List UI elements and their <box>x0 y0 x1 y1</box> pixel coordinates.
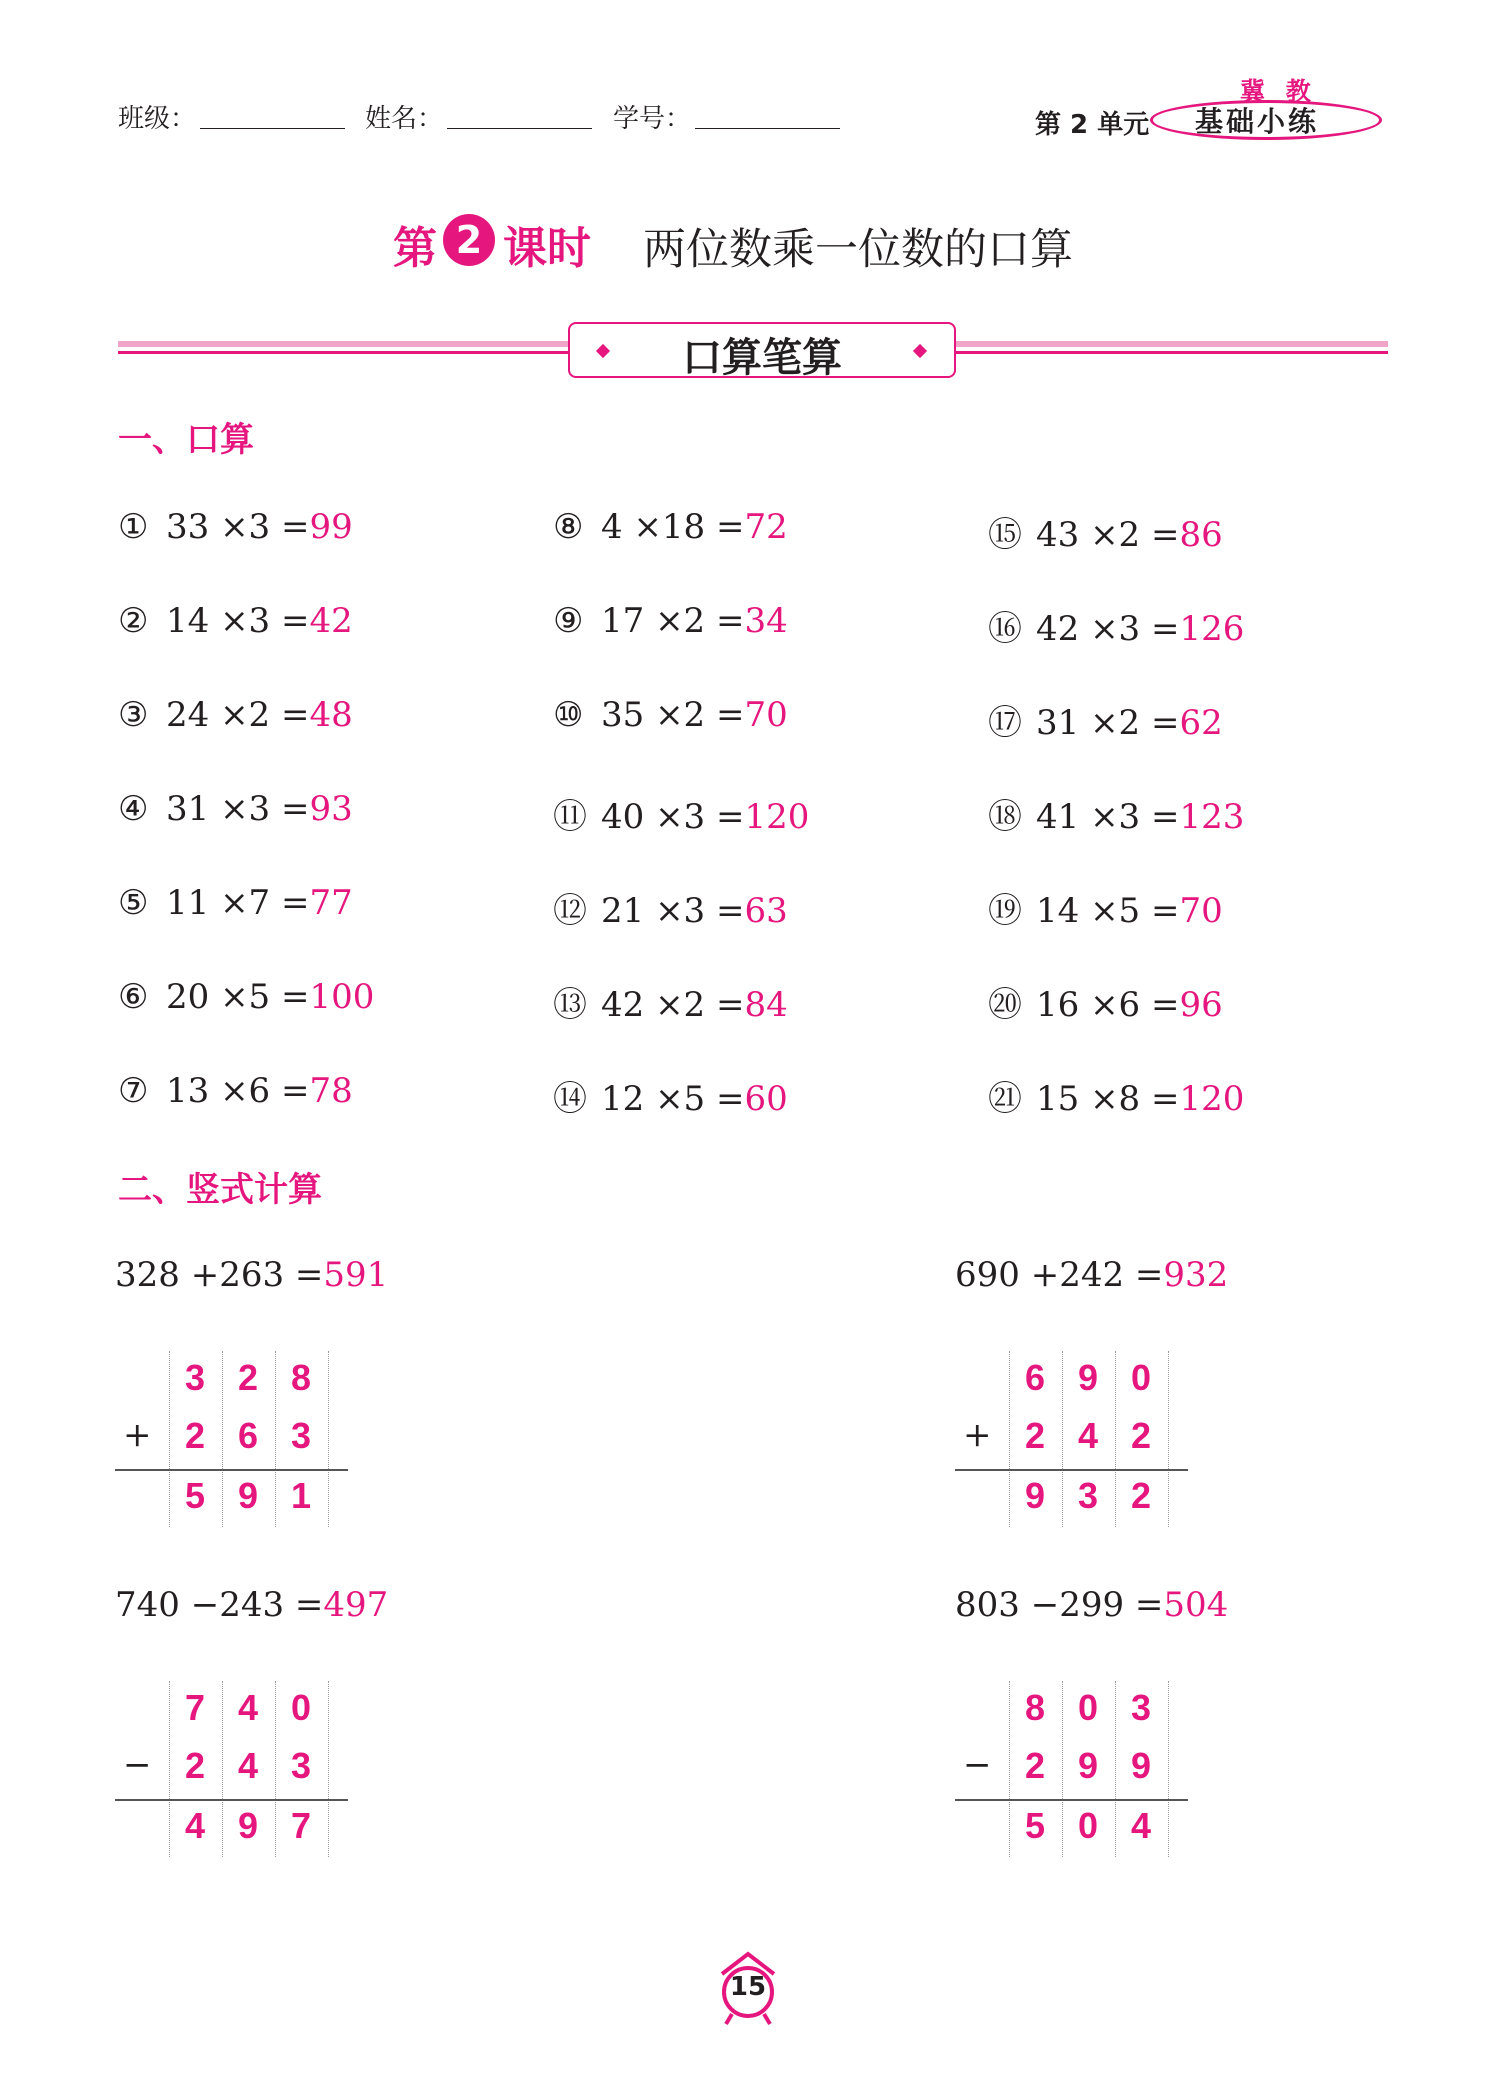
problem-answer: 42 <box>309 601 353 641</box>
expression-text: 803 −299 = <box>955 1585 1164 1625</box>
problem-number: ⑤ <box>118 883 149 923</box>
digit-top: 2 <box>237 1357 259 1398</box>
problem-answer: 123 <box>1179 797 1245 837</box>
name-blank <box>447 127 592 129</box>
banner-band-left <box>118 341 568 347</box>
problem-question: 11 ×7 = <box>166 883 310 923</box>
oral-problem <box>553 789 809 838</box>
oral-problem <box>553 1071 788 1120</box>
oral-problem <box>988 507 1223 556</box>
problem-question: 40 ×3 = <box>601 797 745 837</box>
problem-answer: 99 <box>309 507 353 547</box>
vertical-calc-grid <box>115 1681 355 1911</box>
problem-number: ③ <box>118 695 149 735</box>
problem-answer: 84 <box>744 985 788 1025</box>
banner-stripe-left <box>118 351 568 354</box>
problem-answer: 100 <box>309 977 375 1017</box>
vertical-calc-expression <box>115 1585 388 1625</box>
lesson-suffix: 课时 <box>503 223 591 274</box>
digit-top: 9 <box>1077 1357 1099 1398</box>
oral-problem <box>553 883 788 932</box>
problem-number: ⑧ <box>553 507 584 547</box>
oral-problem <box>988 695 1223 744</box>
digit-res: 9 <box>237 1475 259 1516</box>
digit-res: 4 <box>184 1805 206 1846</box>
digit-res: 3 <box>1077 1475 1099 1516</box>
problem-question: 35 ×2 = <box>601 695 745 735</box>
digit-res: 5 <box>1024 1805 1046 1846</box>
series-label: 基础小练 <box>1195 105 1320 138</box>
digit-res: 0 <box>1077 1805 1099 1846</box>
problem-answer: 60 <box>744 1079 788 1119</box>
expression-answer: 932 <box>1163 1255 1229 1295</box>
problem-number: ⑳ <box>988 985 1022 1025</box>
problem-number: ⑭ <box>553 1079 587 1119</box>
problem-number: ⑨ <box>553 601 584 641</box>
problem-question: 17 ×2 = <box>601 601 745 641</box>
problem-question: 4 ×18 = <box>601 507 745 547</box>
column-guide-line <box>328 1351 329 1527</box>
problem-answer: 70 <box>744 695 788 735</box>
lesson-number-badge: 2 <box>443 214 495 266</box>
problem-number: ⑬ <box>553 985 587 1025</box>
oral-problem <box>988 1071 1244 1120</box>
problem-number: ⑱ <box>988 797 1022 837</box>
vertical-calc-grid <box>115 1351 355 1581</box>
oral-problem <box>553 695 788 735</box>
digit-res: 5 <box>184 1475 206 1516</box>
section-heading-vertical: 二、竖式计算 <box>118 1170 322 1210</box>
expression-answer: 591 <box>323 1255 389 1295</box>
vertical-calc-expression <box>115 1255 388 1295</box>
problem-question: 41 ×3 = <box>1036 797 1180 837</box>
lesson-prefix: 第 <box>393 223 437 274</box>
oral-problem <box>988 977 1223 1026</box>
problem-question: 21 ×3 = <box>601 891 745 931</box>
digit-mid: 4 <box>237 1745 259 1786</box>
problem-answer: 48 <box>309 695 353 735</box>
column-guide-line <box>1168 1681 1169 1857</box>
id-blank <box>695 127 840 129</box>
digit-mid: 2 <box>184 1415 206 1456</box>
digit-res: 2 <box>1130 1475 1152 1516</box>
problem-answer: 77 <box>309 883 353 923</box>
class-blank <box>200 127 345 129</box>
problem-answer: 120 <box>744 797 810 837</box>
oral-problem <box>118 1071 353 1111</box>
problem-answer: 93 <box>309 789 353 829</box>
unit-label: 第 2 单元 <box>1035 110 1150 140</box>
problem-question: 33 ×3 = <box>166 507 310 547</box>
problem-question: 42 ×2 = <box>601 985 745 1025</box>
oral-problem <box>118 601 353 641</box>
problem-number: ⑦ <box>118 1071 149 1111</box>
problem-question: 13 ×6 = <box>166 1071 310 1111</box>
name-field <box>365 98 592 135</box>
problem-number: ⑥ <box>118 977 149 1017</box>
digit-mid: 2 <box>184 1745 206 1786</box>
digit-top: 8 <box>290 1357 312 1398</box>
oral-problem <box>988 601 1244 650</box>
problem-question: 20 ×5 = <box>166 977 310 1017</box>
id-field <box>613 98 840 135</box>
digit-mid: 2 <box>1024 1415 1046 1456</box>
problem-answer: 86 <box>1179 515 1223 555</box>
digit-mid: 3 <box>290 1415 312 1456</box>
problem-answer: 78 <box>309 1071 353 1111</box>
expression-text: 328 +263 = <box>115 1255 324 1295</box>
digit-top: 0 <box>290 1687 312 1728</box>
problem-question: 16 ×6 = <box>1036 985 1180 1025</box>
oral-problem <box>118 789 353 829</box>
class-label: 班级： <box>118 104 197 134</box>
digit-res: 9 <box>1024 1475 1046 1516</box>
problem-answer: 62 <box>1179 703 1223 743</box>
sum-line <box>115 1469 348 1471</box>
digit-top: 6 <box>1024 1357 1046 1398</box>
digit-mid: 2 <box>1130 1415 1152 1456</box>
oral-problem <box>553 507 788 547</box>
problem-question: 15 ×8 = <box>1036 1079 1180 1119</box>
problem-number: ⑩ <box>553 695 584 735</box>
problem-question: 14 ×5 = <box>1036 891 1180 931</box>
problem-question: 14 ×3 = <box>166 601 310 641</box>
digit-res: 4 <box>1130 1805 1152 1846</box>
digit-top: 4 <box>237 1687 259 1728</box>
page-number: 15 <box>729 1972 767 2002</box>
vertical-calc-expression <box>955 1585 1228 1625</box>
vertical-calc-expression <box>955 1255 1228 1295</box>
oral-problem <box>988 883 1223 932</box>
oral-problem <box>553 977 788 1026</box>
problem-number: ④ <box>118 789 149 829</box>
oral-problem <box>118 883 353 923</box>
section-heading-oral: 一、口算 <box>118 420 254 460</box>
problem-number: ⑰ <box>988 703 1022 743</box>
problem-number: ① <box>118 507 149 547</box>
operator-sign: + <box>123 1415 152 1455</box>
digit-mid: 9 <box>1077 1745 1099 1786</box>
problem-answer: 72 <box>744 507 788 547</box>
banner-title: 口算笔算 <box>682 335 842 381</box>
vertical-calc-grid <box>955 1351 1195 1581</box>
digit-top: 3 <box>1130 1687 1152 1728</box>
column-guide-line <box>328 1681 329 1857</box>
oral-problem <box>553 601 788 641</box>
digit-top: 8 <box>1024 1687 1046 1728</box>
publisher-label: 冀 教 <box>1240 77 1317 106</box>
digit-res: 9 <box>237 1805 259 1846</box>
operator-sign: − <box>123 1745 152 1785</box>
problem-number: ⑯ <box>988 609 1022 649</box>
digit-mid: 2 <box>1024 1745 1046 1786</box>
digit-mid: 9 <box>1130 1745 1152 1786</box>
problem-question: 24 ×2 = <box>166 695 310 735</box>
operator-sign: + <box>963 1415 992 1455</box>
sum-line <box>955 1799 1188 1801</box>
digit-res: 7 <box>290 1805 312 1846</box>
problem-number: ⑫ <box>553 891 587 931</box>
problem-question: 43 ×2 = <box>1036 515 1180 555</box>
lesson-title: 两位数乘一位数的口算 <box>643 225 1073 275</box>
problem-question: 31 ×2 = <box>1036 703 1180 743</box>
digit-mid: 3 <box>290 1745 312 1786</box>
expression-text: 690 +242 = <box>955 1255 1164 1295</box>
name-label: 姓名： <box>365 104 444 134</box>
oral-problem <box>988 789 1244 838</box>
problem-number: ㉑ <box>988 1079 1022 1119</box>
digit-top: 7 <box>184 1687 206 1728</box>
problem-answer: 70 <box>1179 891 1223 931</box>
problem-answer: 96 <box>1179 985 1223 1025</box>
problem-question: 31 ×3 = <box>166 789 310 829</box>
class-field <box>118 98 345 135</box>
problem-number: ⑲ <box>988 891 1022 931</box>
digit-top: 0 <box>1130 1357 1152 1398</box>
problem-number: ⑮ <box>988 515 1022 555</box>
problem-number: ⑪ <box>553 797 587 837</box>
digit-mid: 6 <box>237 1415 259 1456</box>
oral-problem <box>118 977 374 1017</box>
digit-res: 1 <box>290 1475 312 1516</box>
banner-stripe-right <box>956 351 1388 354</box>
operator-sign: − <box>963 1745 992 1785</box>
sum-line <box>115 1799 348 1801</box>
problem-answer: 120 <box>1179 1079 1245 1119</box>
vertical-calc-grid <box>955 1681 1195 1911</box>
problem-number: ② <box>118 601 149 641</box>
digit-mid: 4 <box>1077 1415 1099 1456</box>
oral-problem <box>118 695 353 735</box>
expression-text: 740 −243 = <box>115 1585 324 1625</box>
problem-question: 42 ×3 = <box>1036 609 1180 649</box>
expression-answer: 497 <box>323 1585 389 1625</box>
digit-top: 3 <box>184 1357 206 1398</box>
sum-line <box>955 1469 1188 1471</box>
id-label: 学号： <box>613 104 692 134</box>
expression-answer: 504 <box>1163 1585 1229 1625</box>
problem-answer: 63 <box>744 891 788 931</box>
banner-band-right <box>956 341 1388 347</box>
problem-question: 12 ×5 = <box>601 1079 745 1119</box>
problem-answer: 126 <box>1179 609 1245 649</box>
digit-top: 0 <box>1077 1687 1099 1728</box>
problem-answer: 34 <box>744 601 788 641</box>
oral-problem <box>118 507 353 547</box>
column-guide-line <box>1168 1351 1169 1527</box>
